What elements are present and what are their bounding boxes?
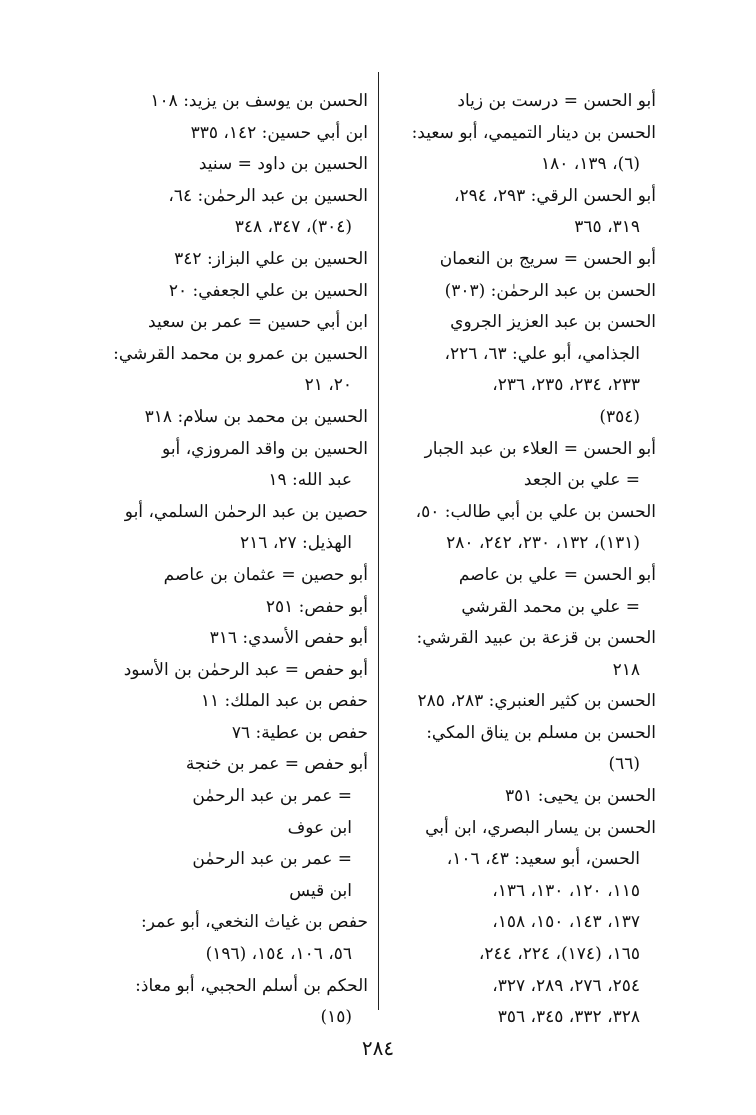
entry-heading-line: الحسن بن يسار البصري، ابن أبي: [425, 817, 656, 838]
entry-heading-line: الحسن بن عبد الرحمٰن: (٣٠٣): [444, 280, 656, 301]
entry-heading-line: أبو حصين = عثمان بن عاصم: [163, 564, 368, 585]
index-entry: [92, 118, 368, 150]
entry-heading-line: حفص بن عبد الملك: ١١: [200, 691, 368, 712]
index-entry: [384, 118, 656, 181]
entry-heading-line: الحسن بن كثير العنبري: ٢٨٣، ٢٨٥: [417, 691, 656, 712]
entry-continuation-line: الجذامي، أبو علي: ٦٣، ٢٢٦،: [444, 343, 640, 364]
entry-heading-line: أبو حفص: ٢٥١: [265, 596, 368, 617]
index-entry: [92, 971, 368, 1034]
entry-continuation-line: = علي بن الجعد: [523, 470, 640, 491]
entry-heading-line: الحسين بن عبد الرحمٰن: ٦٤،: [168, 185, 368, 206]
entry-continuation-line: ٣١٩، ٣٦٥: [574, 217, 640, 238]
entry-continuation-line: ١٦٥، (١٧٤)، ٢٢٤، ٢٤٤،: [478, 944, 640, 965]
index-entry: [92, 244, 368, 276]
entry-continuation-line: = عمر بن عبد الرحمٰن: [192, 786, 352, 807]
index-entry: [92, 402, 368, 434]
entry-continuation-line: = علي بن محمد القرشي: [461, 596, 640, 617]
index-entry: [92, 718, 368, 750]
entry-heading-line: أبو الحسن = علي بن عاصم: [458, 564, 656, 585]
entry-continuation-line: (١٣١)، ١٣٢، ٢٣٠، ٢٤٢، ٢٨٠: [446, 533, 640, 554]
entry-heading-line: حفص بن غياث النخعي، أبو عمر:: [140, 912, 368, 933]
index-entry: [384, 86, 656, 118]
index-entry: [92, 86, 368, 118]
index-entry: [384, 623, 656, 686]
entry-continuation-line: ٢٣٣، ٢٣٤، ٢٣٥، ٢٣٦،: [492, 375, 640, 396]
index-column-left: [92, 86, 368, 1034]
index-entry: [92, 749, 368, 907]
entry-heading-line: الحسن بن عبد العزيز الجروي: [450, 312, 656, 333]
entry-continuation-line: ٢٠، ٢١: [304, 375, 352, 396]
entry-heading-line: الحسين بن واقد المروزي، أبو: [162, 438, 368, 459]
entry-continuation-line: = عمر بن عبد الرحمٰن: [192, 849, 352, 870]
column-divider: [378, 72, 379, 1010]
entry-heading-line: الحسين بن علي البزاز: ٣٤٢: [174, 248, 368, 269]
entry-continuation-line: ٥٦، ١٠٦، ١٥٤، (١٩٦): [205, 944, 352, 965]
entry-continuation-line: الحسن، أبو سعيد: ٤٣، ١٠٦،: [446, 849, 640, 870]
entry-heading-line: حصين بن عبد الرحمٰن السلمي، أبو: [124, 501, 368, 522]
entry-continuation-line: ٣٢٨، ٣٣٢، ٣٤٥، ٣٥٦: [497, 1007, 640, 1028]
index-entry: [92, 592, 368, 624]
entry-continuation-line: ابن عوف: [287, 817, 352, 838]
entry-heading-line: الحسين بن داود = سنيد: [198, 154, 368, 175]
index-entry: [92, 623, 368, 655]
entry-continuation-line: ٢١٨: [612, 659, 640, 680]
index-entry: [92, 655, 368, 687]
page-number: ٢٨٤: [361, 1036, 395, 1060]
index-entry: [384, 307, 656, 433]
entry-continuation-line: ابن قيس: [289, 880, 352, 901]
index-entry: [384, 560, 656, 623]
index-entry: [92, 339, 368, 402]
entry-heading-line: الحسين بن عمرو بن محمد القرشي:: [113, 343, 368, 364]
index-entry: [384, 686, 656, 718]
index-entry: [384, 276, 656, 308]
entry-heading-line: الحسن بن يوسف بن يزيد: ١٠٨: [150, 91, 368, 111]
entry-continuation-line: عبد الله: ١٩: [268, 470, 352, 491]
entry-heading-line: أبو الحسن = درست بن زياد: [457, 91, 656, 111]
entry-heading-line: أبو حفص = عمر بن خنجة: [185, 754, 368, 775]
entry-heading-line: الحسين بن علي الجعفي: ٢٠: [168, 280, 368, 301]
index-entry: [384, 813, 656, 1034]
entry-heading-line: أبو حفص الأسدي: ٣١٦: [209, 628, 368, 649]
entry-heading-line: الحكم بن أسلم الحجبي، أبو معاذ:: [135, 975, 368, 996]
entry-heading-line: أبو الحسن الرقي: ٢٩٣، ٢٩٤،: [454, 185, 656, 206]
entry-heading-line: الحسن بن علي بن أبي طالب: ٥٠،: [415, 501, 656, 522]
entry-heading-line: الحسن بن مسلم بن يناق المكي:: [426, 722, 656, 743]
index-entry: [92, 686, 368, 718]
entry-heading-line: أبو حفص = عبد الرحمٰن بن الأسود: [123, 659, 368, 680]
index-entry: [92, 149, 368, 181]
index-entry: [384, 434, 656, 497]
entry-continuation-line: ٢٥٤، ٢٧٦، ٢٨٩، ٣٢٧،: [492, 975, 640, 996]
entry-heading-line: ابن أبي حسين = عمر بن سعيد: [148, 312, 368, 333]
entry-heading-line: الحسن بن دينار التميمي، أبو سعيد:: [411, 122, 656, 143]
entry-heading-line: أبو الحسن = سريج بن النعمان: [439, 248, 656, 269]
entry-continuation-line: ١١٥، ١٢٠، ١٣٠، ١٣٦،: [492, 880, 640, 901]
index-entry: [92, 276, 368, 308]
entry-continuation-line: (٣٠٤)، ٣٤٧، ٣٤٨: [234, 217, 352, 238]
entry-continuation-line: (٦٦): [608, 754, 640, 775]
entry-heading-line: ابن أبي حسين: ١٤٢، ٣٣٥: [190, 122, 368, 143]
index-entry: [384, 497, 656, 560]
index-entry: [92, 907, 368, 970]
index-column-right: [384, 86, 656, 1034]
index-entry: [384, 781, 656, 813]
entry-continuation-line: الهذيل: ٢٧، ٢١٦: [240, 533, 352, 554]
index-entry: [92, 560, 368, 592]
entry-continuation-line: (٣٥٤): [599, 406, 640, 427]
entry-heading-line: الحسين بن محمد بن سلام: ٣١٨: [144, 406, 368, 427]
index-entry: [384, 718, 656, 781]
entry-continuation-line: ١٣٧، ١٤٣، ١٥٠، ١٥٨،: [492, 912, 640, 933]
index-entry: [92, 307, 368, 339]
index-entry: [92, 497, 368, 560]
index-entry: [92, 181, 368, 244]
index-entry: [384, 181, 656, 244]
entry-heading-line: حفص بن عطية: ٧٦: [231, 722, 368, 743]
index-entry: [384, 244, 656, 276]
index-entry: [92, 434, 368, 497]
entry-heading-line: أبو الحسن = العلاء بن عبد الجبار: [424, 438, 656, 459]
entry-heading-line: الحسن بن قزعة بن عبيد القرشي:: [416, 628, 656, 649]
entry-heading-line: الحسن بن يحيى: ٣٥١: [504, 786, 656, 807]
entry-continuation-line: (٦)، ١٣٩، ١٨٠: [540, 154, 640, 175]
entry-continuation-line: (١٥): [320, 1007, 352, 1028]
